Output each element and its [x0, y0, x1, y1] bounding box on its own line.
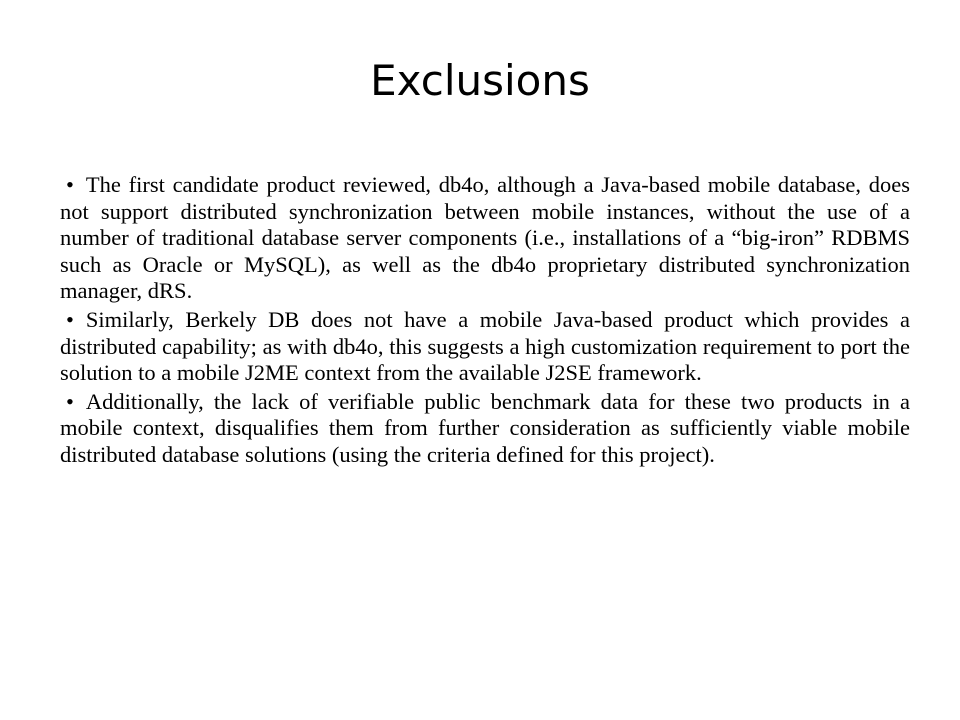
bullet-text-3: Additionally, the lack of verifiable public benchmark data for these two products in a mobile context, disqualifies them from further consideration as sufficiently viable mobile distributed database solutions (using the criteria defined for this project). — [60, 388, 910, 467]
slide-title: Exclusions — [370, 56, 590, 105]
bullet-item-3 — [60, 389, 910, 469]
bullet-dot-icon: • — [66, 172, 74, 197]
bullet-text-2: Similarly, Berkely DB does not have a mobile Java-based product which provides a distributed capability; as with db4o, this suggests a high customization requirement to port the solution to a mobile J2ME context from the available J2SE framework. — [60, 306, 910, 386]
bullet-item-2 — [60, 307, 910, 387]
bullet-list — [60, 172, 910, 471]
bullet-text-1: The first candidate product reviewed, db4o, although a Java-based mobile database, does not support distributed synchronization between mobile instances, without the use of a number of traditional database server components (i.e., installations of a “big-iron” RDBMS such as Oracle or MySQL), as well as the db4o proprietary distributed synchronization manager, dRS. — [60, 172, 910, 304]
bullet-dot-icon: • — [66, 388, 74, 414]
bullet-dot-icon: • — [66, 306, 74, 332]
bullet-item-1 — [60, 172, 910, 305]
